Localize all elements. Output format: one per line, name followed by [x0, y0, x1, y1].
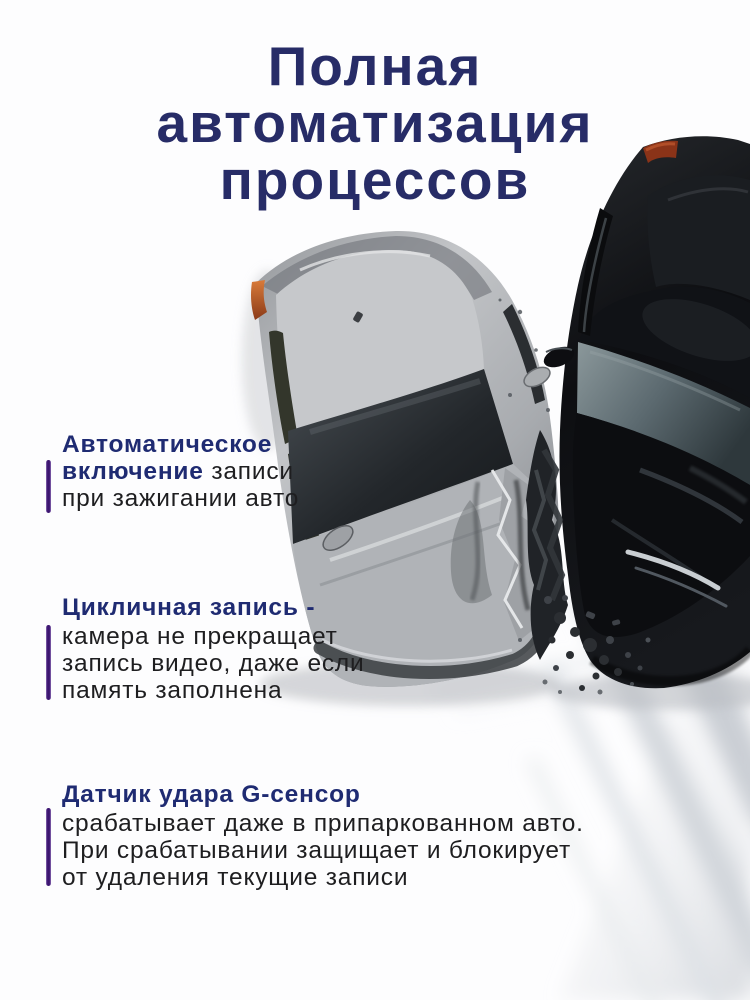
- feature-line: Цикличная запись -: [62, 594, 316, 621]
- title-line-1: Полная: [267, 35, 483, 97]
- title-line-2: автоматизация: [156, 92, 594, 154]
- feature-line: При срабатывании защищает и блокирует: [62, 837, 572, 864]
- feature-line: Автоматическое: [62, 431, 273, 458]
- feature-line: от удаления текущие записи: [62, 864, 409, 891]
- feature-line: включение записи: [62, 458, 294, 485]
- feature-line: Датчик удара G-сенсор: [62, 781, 361, 808]
- feature-line: камера не прекращает: [62, 623, 338, 650]
- feature-line: при зажигании авто: [62, 485, 300, 512]
- feature-line: срабатывает даже в припаркованном авто.: [62, 810, 584, 837]
- title-line-3: процессов: [219, 149, 531, 211]
- feature-line: запись видео, даже если: [62, 650, 365, 677]
- feature-line: память заполнена: [62, 677, 283, 704]
- black-car-rear-window: [647, 175, 750, 300]
